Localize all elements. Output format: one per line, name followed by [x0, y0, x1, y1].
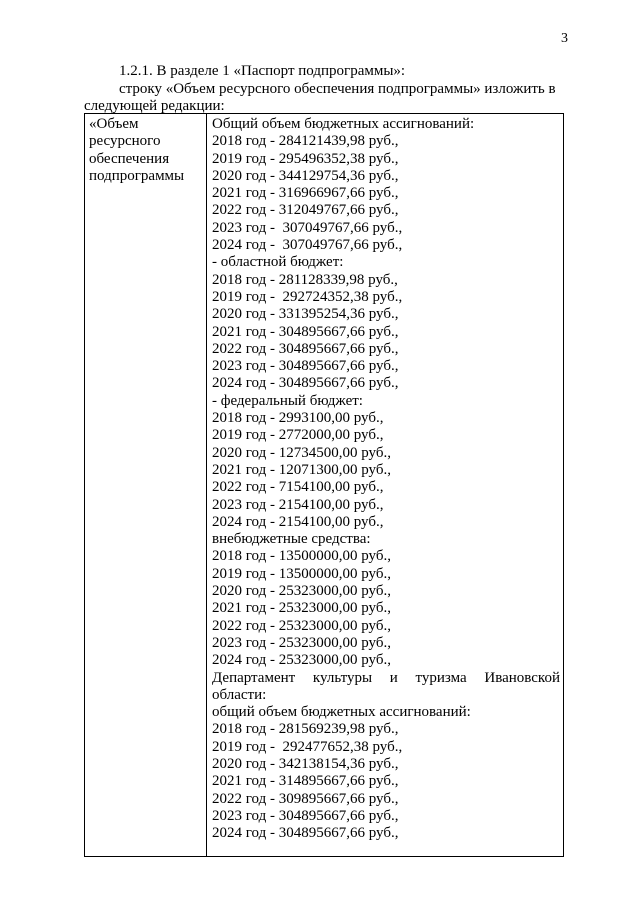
- department-word: и: [389, 669, 398, 686]
- intro-line-1: 1.2.1. В разделе 1 «Паспорт подпрограммы»:: [119, 63, 406, 79]
- budget-line: 2019 год - 292724352,38 руб.,: [212, 288, 403, 305]
- budget-line: 2021 год - 12071300,00 руб.,: [212, 461, 391, 478]
- budget-line: 2021 год - 25323000,00 руб.,: [212, 600, 391, 617]
- department-word: Департамент: [212, 669, 296, 686]
- left-line: подпрограммы: [89, 167, 185, 184]
- dept-budget-line: 2019 год - 292477652,38 руб.,: [212, 738, 403, 755]
- left-line: обеспечения: [89, 150, 170, 167]
- dept-budget-line: 2022 год - 309895667,66 руб.,: [212, 790, 399, 807]
- budget-line: 2018 год - 284121439,98 руб.,: [212, 133, 399, 150]
- dept-budget-line: 2018 год - 281569239,98 руб.,: [212, 721, 399, 738]
- budget-line: 2022 год - 7154100,00 руб.,: [212, 479, 384, 496]
- budget-line: внебюджетные средства:: [212, 531, 371, 548]
- budget-line: - федеральный бюджет:: [212, 392, 363, 409]
- dept-budget-line: общий объем бюджетных ассигнований:: [212, 704, 471, 721]
- column-divider: [206, 114, 207, 856]
- passport-table: [84, 113, 564, 857]
- page-number: 3: [561, 31, 568, 46]
- intro-line-2: строку «Объем ресурсного обеспечения подпрограммы» изложить в: [119, 81, 556, 97]
- department-word: Ивановской: [484, 669, 560, 686]
- budget-line: 2022 год - 304895667,66 руб.,: [212, 340, 399, 357]
- dept-budget-line: 2021 год - 314895667,66 руб.,: [212, 773, 399, 790]
- left-line: «Объем: [89, 116, 139, 132]
- budget-line: 2023 год - 2154100,00 руб.,: [212, 496, 384, 513]
- budget-line: 2020 год - 344129754,36 руб.,: [212, 167, 399, 184]
- budget-line: 2018 год - 13500000,00 руб.,: [212, 548, 391, 565]
- budget-line: - областной бюджет:: [212, 254, 344, 271]
- department-word: культуры: [312, 669, 373, 686]
- dept-budget-line: 2020 год - 342138154,36 руб.,: [212, 755, 399, 772]
- budget-line: 2022 год - 312049767,66 руб.,: [212, 202, 399, 219]
- department-word: туризма: [415, 669, 467, 686]
- budget-line: 2023 год - 304895667,66 руб.,: [212, 358, 399, 375]
- budget-line: 2018 год - 281128339,98 руб.,: [212, 271, 398, 288]
- dept-budget-line: 2023 год - 304895667,66 руб.,: [212, 807, 399, 824]
- budget-line: 2023 год - 25323000,00 руб.,: [212, 634, 391, 651]
- budget-line: 2019 год - 295496352,38 руб.,: [212, 150, 399, 167]
- budget-line: 2019 год - 13500000,00 руб.,: [212, 565, 391, 582]
- budget-line: 2021 год - 304895667,66 руб.,: [212, 323, 399, 340]
- left-line: ресурсного: [89, 133, 161, 150]
- department-tail: области:: [212, 686, 267, 703]
- budget-line: 2022 год - 25323000,00 руб.,: [212, 617, 391, 634]
- budget-line: 2018 год - 2993100,00 руб.,: [212, 410, 384, 427]
- budget-line: 2024 год - 307049767,66 руб.,: [212, 237, 403, 254]
- budget-line: 2020 год - 25323000,00 руб.,: [212, 583, 391, 600]
- department-heading: [212, 670, 560, 687]
- left-cell: [89, 116, 201, 185]
- budget-line: 2021 год - 316966967,66 руб.,: [212, 185, 399, 202]
- budget-line: 2019 год - 2772000,00 руб.,: [212, 427, 384, 444]
- budget-line: 2024 год - 304895667,66 руб.,: [212, 375, 399, 392]
- budget-line: 2024 год - 25323000,00 руб.,: [212, 652, 391, 669]
- right-cell: [212, 116, 560, 842]
- budget-line: Общий объем бюджетных ассигнований:: [212, 116, 475, 132]
- budget-line: 2020 год - 12734500,00 руб.,: [212, 444, 391, 461]
- intro-line-3: следующей редакции:: [84, 98, 225, 114]
- budget-line: 2020 год - 331395254,36 руб.,: [212, 306, 399, 323]
- budget-line: 2024 год - 2154100,00 руб.,: [212, 513, 384, 530]
- dept-budget-line: 2024 год - 304895667,66 руб.,: [212, 825, 399, 842]
- budget-line: 2023 год - 307049767,66 руб.,: [212, 219, 403, 236]
